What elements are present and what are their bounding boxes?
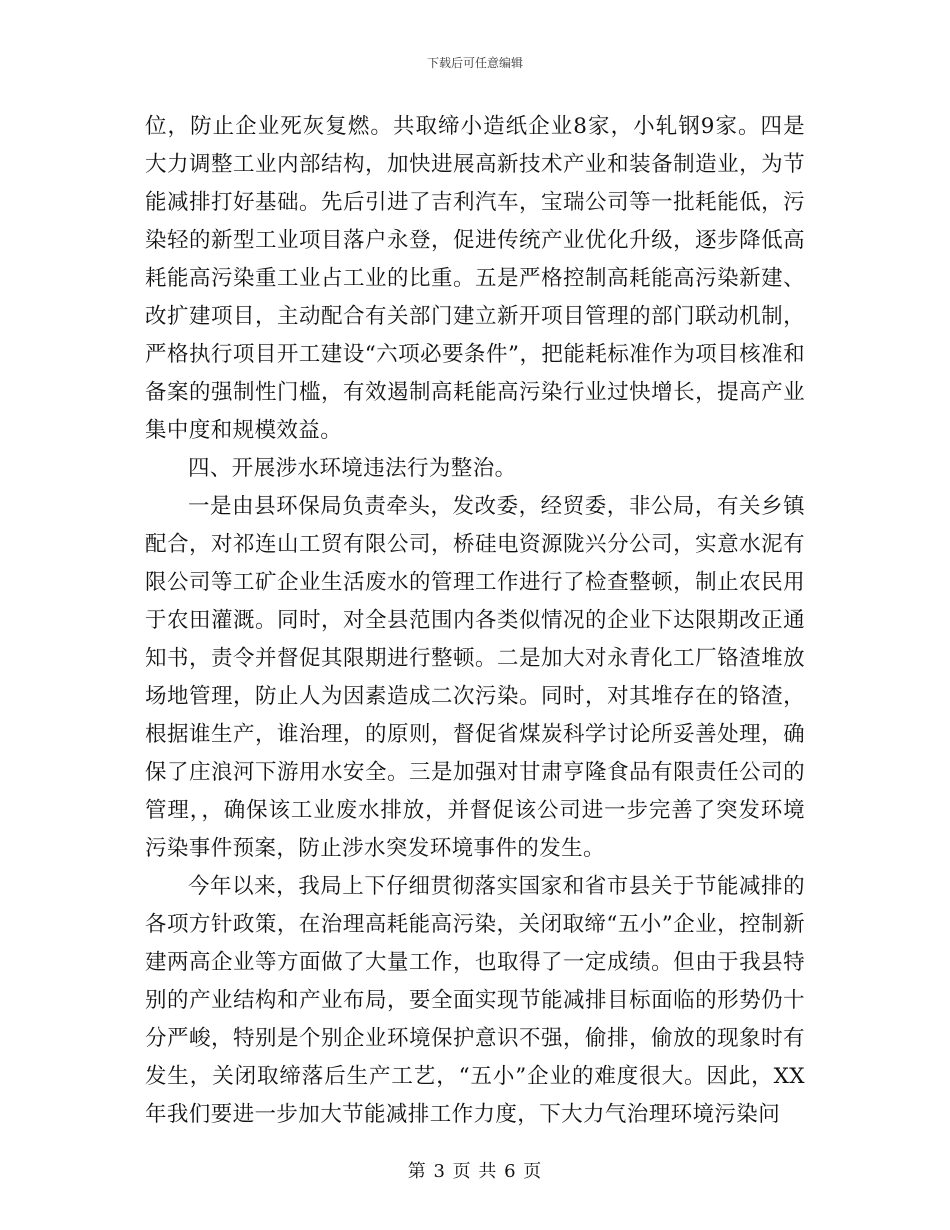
document-body bbox=[145, 108, 805, 1134]
paragraph: 今年以来，我局上下仔细贯彻落实国家和省市县关于节能减排的各项方针政策，在治理高耗能高污染，关闭取缔“五小”企业，控制新建两高企业等方面做了大量工作，也取得了一定成绩。但由于我县特别的产业结构和产业布局，要全面实现节能减排目标面临的形势仍十分严峻，特别是个别企业环境保护意识不强，偷排，偷放的现象时有发生，关闭取缔落后生产工艺，“五小”企业的难度很大。因此，XX年我们要进一步加大节能减排工作力度，下大力气治理环境污染问 bbox=[145, 874, 805, 1127]
paragraph: 位，防止企业死灰复燃。共取缔小造纸企业8家，小轧钢9家。四是大力调整工业内部结构，加快进展高新技术产业和装备制造业，为节能减排打好基础。先后引进了吉利汽车，宝瑞公司等一批耗能低，污染轻的新型工业项目落户永登，促进传统产业优化升级，逐步降低高耗能高污染重工业占工业的比重。五是严格控制高耗能高污染新建、改扩建项目，主动配合有关部门建立新开项目管理的部门联动机制，严格执行项目开工建设“六项必要条件”，把能耗标准作为项目核准和备案的强制性门槛，有效遏制高耗能高污染行业过快增长，提高产业集中度和规模效益。 bbox=[145, 114, 805, 443]
page-number-footer: 第 3 页 共 6 页 bbox=[407, 1161, 543, 1182]
section-heading: 四、开展涉水环境违法行为整治。 bbox=[188, 456, 517, 481]
page-header: 下载后可任意编辑 bbox=[426, 56, 523, 70]
paragraph: 一是由县环保局负责牵头，发改委，经贸委，非公局，有关乡镇配合，对祁连山工贸有限公司，桥硅电资源陇兴分公司，实意水泥有限公司等工矿企业生活废水的管理工作进行了检查整顿，制止农民用于农田灌溉。同时，对全县范围内各类似情况的企业下达限期改正通知书，责令并督促其限期进行整顿。二是加大对永青化工厂铬渣堆放场地管理，防止人为因素造成二次污染。同时，对其堆存在的铬渣，根据谁生产，谁治理，的原则，督促省煤炭科学讨论所妥善处理，确保了庄浪河下游用水安全。三是加强对甘肃亨隆食品有限责任公司的管理，，确保该工业废水排放，并督促该公司进一步完善了突发环境污染事件预案，防止涉水突发环境事件的发生。 bbox=[145, 494, 805, 861]
